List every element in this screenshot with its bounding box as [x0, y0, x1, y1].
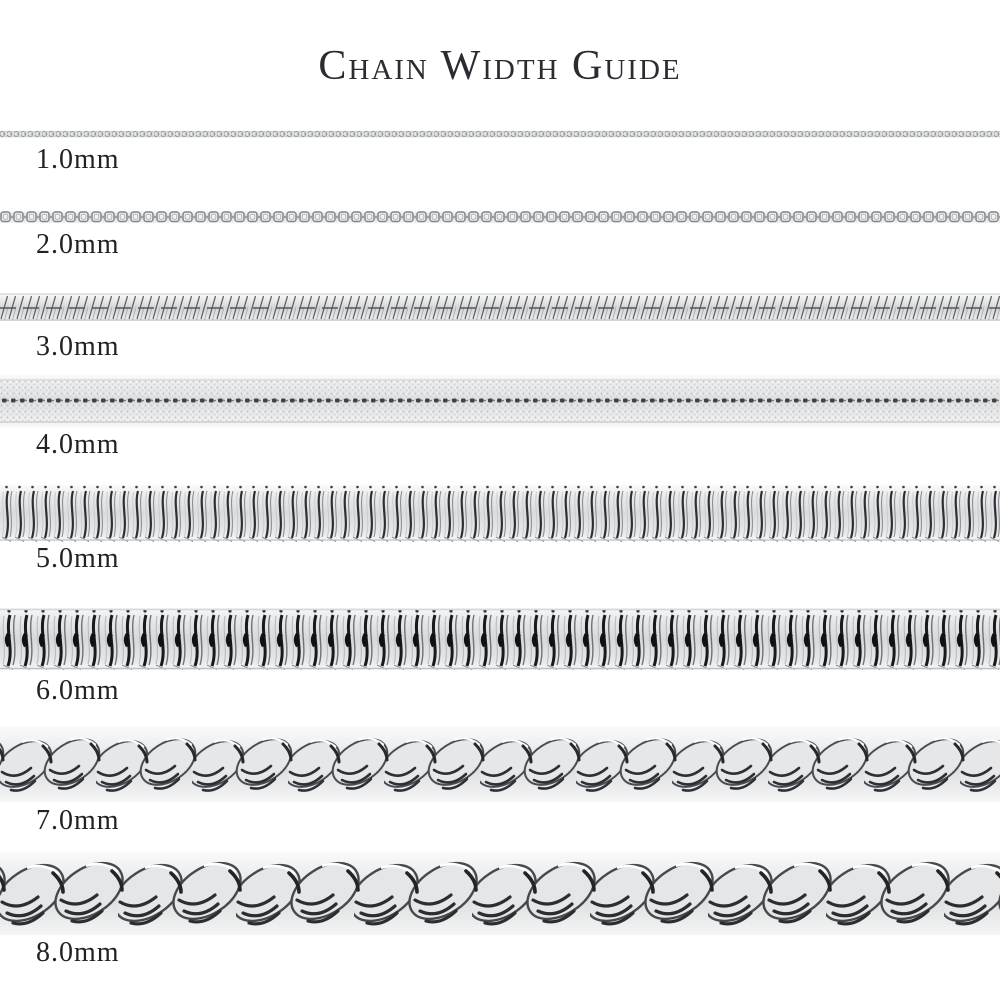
chain-size-label-8-0mm: 8.0mm: [36, 937, 120, 968]
rope-chain-large-image: [0, 851, 1000, 935]
page-title: Chain Width Guide: [318, 43, 682, 90]
chain-sample-1-0mm-box-chain: [0, 127, 1000, 141]
chain-sample-7-0mm-rope-chain: [0, 726, 1000, 802]
snake-chain-fine-image: [0, 291, 1000, 323]
chain-sample-2-0mm-box-chain: [0, 207, 1000, 227]
chain-size-label-2-0mm: 2.0mm: [36, 229, 120, 260]
chain-sample-3-0mm-snake-chain: [0, 291, 1000, 323]
box-chain-thin-image: [0, 127, 1000, 141]
chain-size-label-6-0mm: 6.0mm: [36, 675, 120, 706]
snake-chain-ribbed-image: [0, 483, 1000, 543]
snake-chain-mesh-image: [0, 374, 1000, 428]
chain-sample-5-0mm-snake-chain: [0, 483, 1000, 543]
chain-sample-4-0mm-snake-chain: [0, 374, 1000, 428]
chain-size-label-1-0mm: 1.0mm: [36, 144, 120, 175]
chain-sample-6-0mm-snake-chain: [0, 606, 1000, 672]
snake-chain-heavy-image: [0, 606, 1000, 672]
chain-sample-8-0mm-rope-chain: [0, 851, 1000, 935]
box-chain-image: [0, 207, 1000, 227]
rope-chain-image: [0, 726, 1000, 802]
chain-size-label-4-0mm: 4.0mm: [36, 429, 120, 460]
chain-size-label-5-0mm: 5.0mm: [36, 543, 120, 574]
chain-size-label-7-0mm: 7.0mm: [36, 805, 120, 836]
chain-size-label-3-0mm: 3.0mm: [36, 331, 120, 362]
